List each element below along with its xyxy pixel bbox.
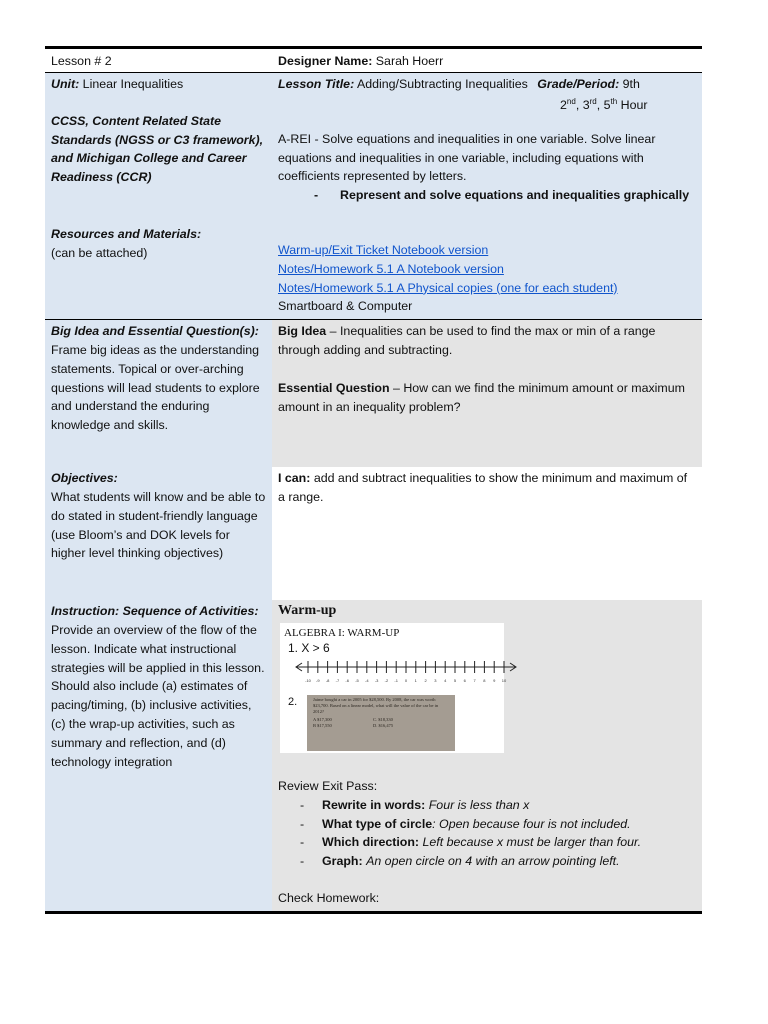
number-line-label: -8 xyxy=(325,677,330,683)
warmup-title: Warm-up xyxy=(278,603,337,619)
warmup-problem-text: Jaime bought a car in 2005 for $28,500. By 2008, the car was worth $23,700. Based on a linear model, what will the value of the car be in 2012? xyxy=(313,696,439,714)
number-line-label: 4 xyxy=(444,677,447,683)
designer-label: Designer Name: xyxy=(278,54,373,68)
number-line-label: -3 xyxy=(374,677,379,683)
number-line-label: 3 xyxy=(434,677,437,683)
objectives-row xyxy=(45,467,702,600)
standards-text: A-REI - Solve equations and inequalities in one variable. Solve linear equations and inequalities in one variable, including equations with coefficients represented by letters. xyxy=(278,131,656,184)
unit-value: Linear Inequalities xyxy=(82,76,184,91)
objectives-left xyxy=(45,467,272,600)
left-info-cell xyxy=(45,72,272,319)
number-line-label: -5 xyxy=(355,677,359,683)
standards-label: CCSS, Content Related State Standards (NGSS or C3 framework), and Michigan College and Career Readiness (CCR) xyxy=(51,113,264,185)
lesson-plan-document xyxy=(45,46,702,914)
number-line-label: 9 xyxy=(493,677,496,683)
check-homework: Check Homework: xyxy=(278,890,380,905)
review-item: - What type of circle: Open because four is not included. xyxy=(300,816,631,831)
grade-value: 9th xyxy=(622,76,640,91)
i-can-statement: I can: add and subtract inequalities to show the minimum and maximum of a range. xyxy=(278,471,688,504)
big-idea-row xyxy=(45,320,702,468)
number-line-label: -6 xyxy=(345,677,349,683)
number-line-label: -2 xyxy=(384,677,389,683)
essential-question: Essential Question – How can we find the minimum amount or maximum amount in an inequality problem? xyxy=(278,380,685,414)
instruction-left xyxy=(45,600,272,912)
link-warmup-exit-ticket[interactable]: Warm-up/Exit Ticket Notebook version xyxy=(278,242,489,257)
unit-row xyxy=(45,72,702,319)
lesson-number: Lesson # 2 xyxy=(45,48,272,73)
instruction-desc: Provide an overview of the flow of the lesson. Indicate what instructional strategies will be applied in this lesson. Should also include (a) estimates of pacing/timing, (b) inclusive activities, (c) the wrap-up activities, such as summary and reflection, and (d) technology integration xyxy=(51,622,265,769)
grade-label: Grade/Period: xyxy=(537,76,620,91)
warmup-choices: A $17,300 C. $18,330 B $17,550 D. $16,475 xyxy=(313,716,394,728)
number-line-label: -10 xyxy=(305,677,311,683)
warmup-question-2: 2. xyxy=(288,695,298,708)
number-line-label: -9 xyxy=(316,677,320,683)
review-item: - Which direction: Left because x must be larger than four. xyxy=(300,835,642,850)
number-line-label: -4 xyxy=(365,677,369,683)
instruction-right xyxy=(272,600,702,912)
objectives-right xyxy=(272,467,702,600)
unit-label: Unit: xyxy=(51,76,80,91)
resources-sub: (can be attached) xyxy=(51,245,148,260)
number-line-label: 1 xyxy=(414,677,417,683)
lesson-title-value: Adding/Subtracting Inequalities xyxy=(356,76,528,91)
resources-extra: Smartboard & Computer xyxy=(278,299,413,314)
big-idea-right xyxy=(272,320,702,468)
instruction-label: Instruction: Sequence of Activities: xyxy=(51,604,259,619)
objectives-desc: What students will know and be able to do stated in student-friendly language (use Bloom’s and DOK levels for higher level thinking objectives) xyxy=(51,489,266,561)
number-line-label: 7 xyxy=(473,677,476,683)
right-info-cell xyxy=(272,72,702,319)
number-line-label: 8 xyxy=(483,677,486,683)
lesson-title-label: Lesson Title: xyxy=(278,76,355,91)
number-line-label: 5 xyxy=(453,677,457,683)
big-idea-desc: Frame big ideas as the understanding statements. Topical or over-arching questions will lead students to explore and understand the enduring knowledge and skills. xyxy=(51,342,260,433)
number-line-label: 6 xyxy=(463,677,466,683)
periods: 2nd, 3rd, 5th Hour xyxy=(560,96,648,112)
designer-cell xyxy=(272,48,702,73)
warmup-question-1: 1. X > 6 xyxy=(288,640,330,655)
number-line-label: 0 xyxy=(404,677,408,683)
number-line-label: -7 xyxy=(335,677,340,683)
resources-label: Resources and Materials: xyxy=(51,226,202,241)
review-item: - Rewrite in words: Four is less than x xyxy=(300,797,530,812)
header-row xyxy=(45,48,702,73)
big-idea-left xyxy=(45,320,272,468)
warmup-problem-photo xyxy=(307,695,455,751)
number-line-label: -1 xyxy=(394,677,398,683)
lesson-plan-table xyxy=(45,46,702,914)
number-line-label: 10 xyxy=(501,677,507,683)
link-notes-notebook[interactable]: Notes/Homework 5.1 A Notebook version xyxy=(278,261,504,276)
objectives-label: Objectives: xyxy=(51,471,118,486)
big-idea-label: Big Idea and Essential Question(s): xyxy=(51,324,259,339)
number-line-label: 2 xyxy=(424,677,427,683)
review-item: - Graph: An open circle on 4 with an arrow pointing left. xyxy=(300,854,620,869)
warmup-image-heading: ALGEBRA I: WARM-UP xyxy=(284,626,400,639)
instruction-row xyxy=(45,600,702,912)
designer-name: Sarah Hoerr xyxy=(375,54,444,68)
link-notes-physical[interactable]: Notes/Homework 5.1 A Physical copies (one for each student) xyxy=(278,280,618,295)
review-title: Review Exit Pass: xyxy=(278,778,378,793)
big-idea-statement: Big Idea – Inequalities can be used to find the max or min of a range through adding and subtracting. xyxy=(278,324,656,357)
number-line xyxy=(292,657,520,687)
warmup-image xyxy=(280,623,507,753)
standards-bullet: - Represent and solve equations and inequalities graphically xyxy=(314,188,690,203)
